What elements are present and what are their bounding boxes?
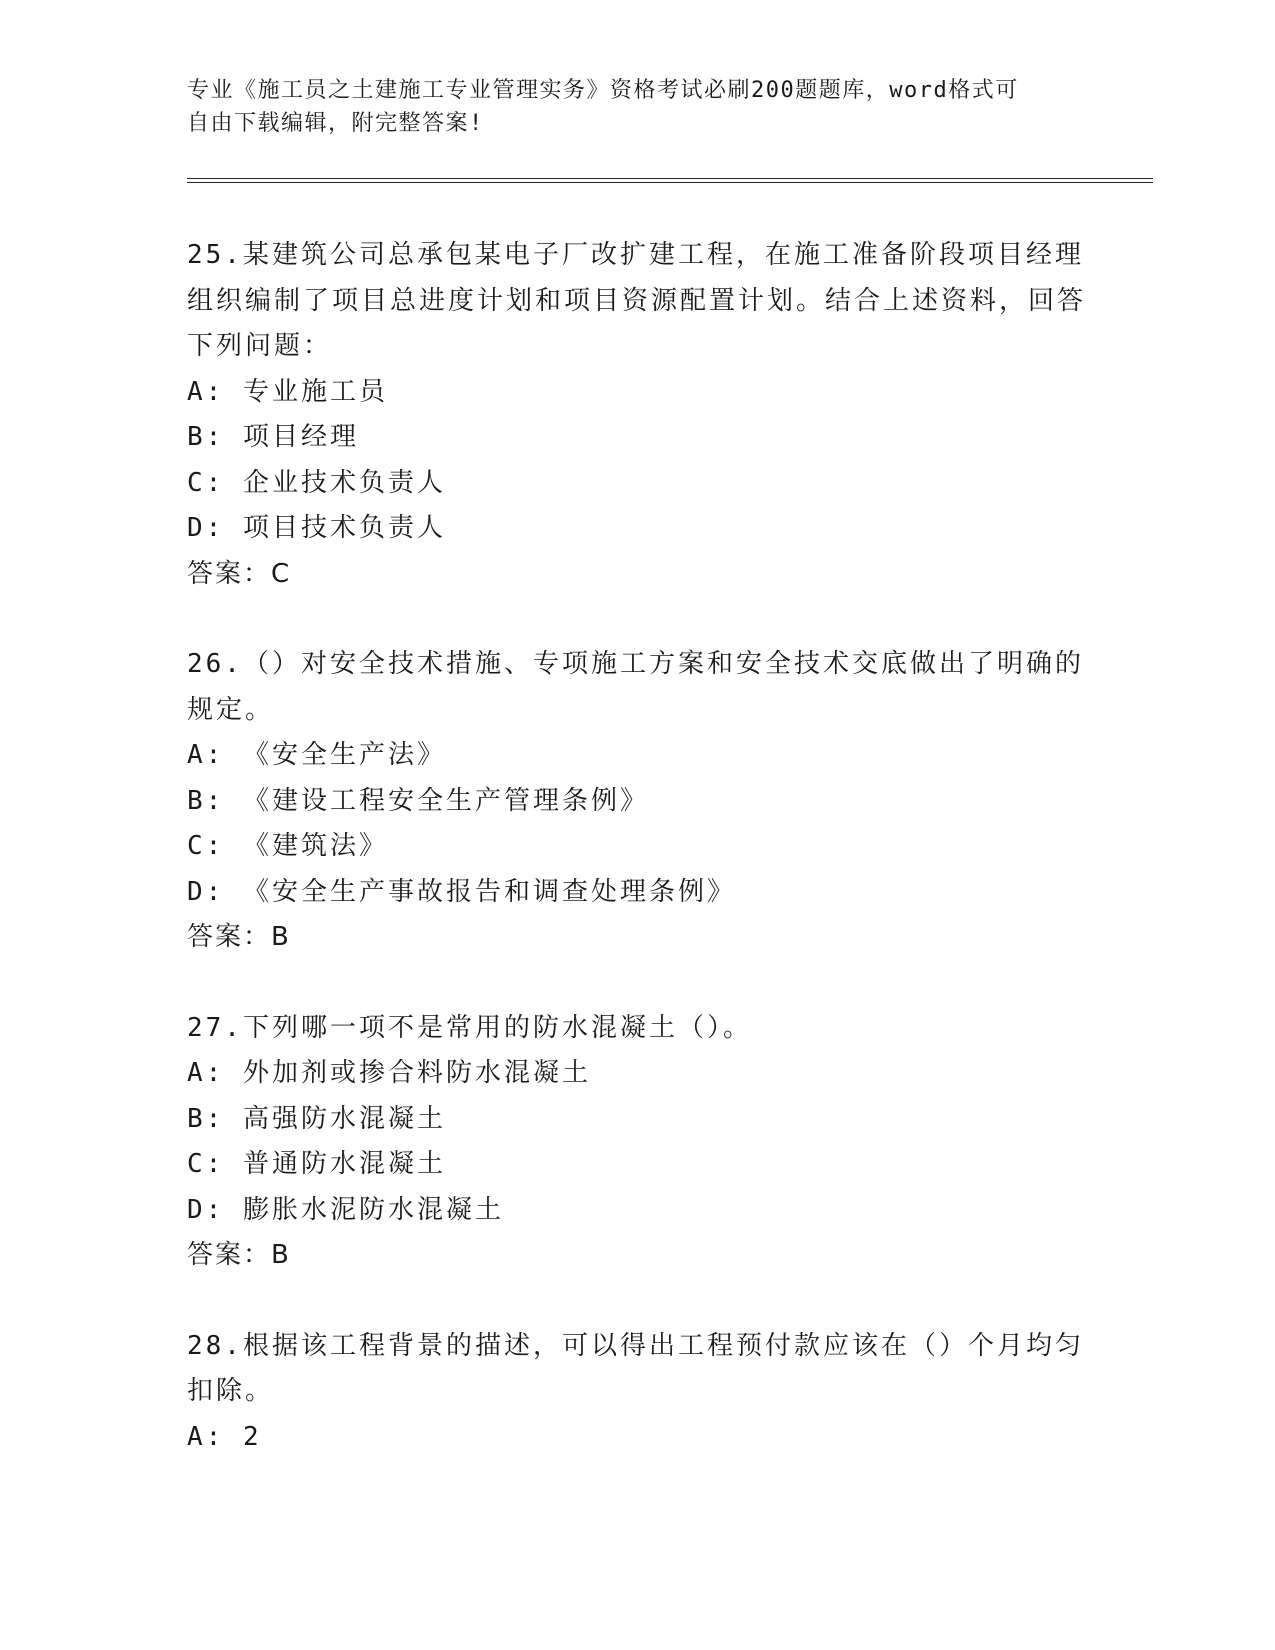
header-divider [187,178,1153,183]
question-stem: 25.某建筑公司总承包某电子厂改扩建工程，在施工准备阶段项目经理组织编制了项目总进度计划和项目资源配置计划。结合上述资料，回答下列问题： [187,240,1087,361]
option-d: D: 项目技术负责人 [187,513,446,543]
question-25 [187,233,1087,597]
document-header [187,74,1067,140]
option-c: C: 普通防水混凝土 [187,1149,446,1179]
option-d: D: 《安全生产事故报告和调查处理条例》 [187,876,736,907]
option-a: A: 2 [187,1421,262,1452]
option-c: C: 《建筑法》 [187,831,388,861]
question-27 [187,1006,1087,1279]
option-b: B: 高强防水混凝土 [187,1103,446,1134]
question-list [187,233,1087,1505]
question-stem: 27.下列哪一项不是常用的防水混凝土（）。 [187,1012,752,1043]
header-line-2: 自由下载编辑，附完整答案! [187,111,484,136]
option-c: C: 企业技术负责人 [187,467,446,498]
question-stem: 26.（）对安全技术措施、专项施工方案和安全技术交底做出了明确的规定。 [187,649,1084,725]
option-b: B: 《建设工程安全生产管理条例》 [187,785,649,816]
header-line-1: 专业《施工员之土建施工专业管理实务》资格考试必刷200题题库，word格式可 [187,78,1019,103]
answer: 答案：B [187,922,291,952]
answer: 答案：B [187,1240,291,1270]
question-28 [187,1324,1087,1461]
option-b: B: 项目经理 [187,422,359,452]
option-a: A: 《安全生产法》 [187,740,446,770]
option-a: A: 外加剂或掺合料防水混凝土 [187,1058,591,1088]
option-d: D: 膨胀水泥防水混凝土 [187,1194,504,1225]
answer: 答案：C [187,558,292,589]
question-stem: 28.根据该工程背景的描述，可以得出工程预付款应该在（）个月均匀扣除。 [187,1330,1084,1406]
option-a: A: 专业施工员 [187,376,388,407]
question-26 [187,642,1087,961]
